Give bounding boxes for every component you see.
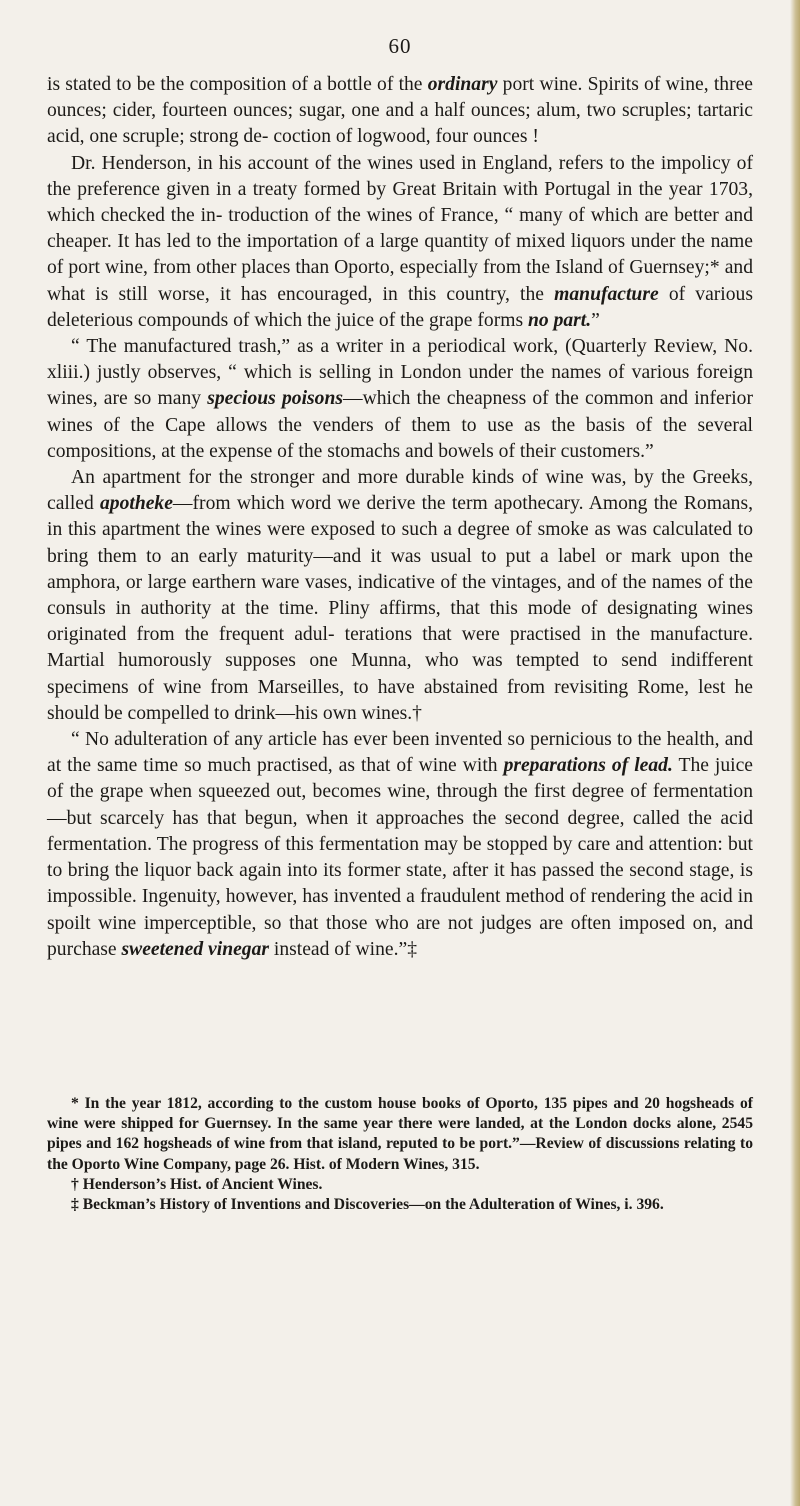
paragraph: [47, 72, 753, 151]
text-run: port wine. Spirits of wine, three ounces; cider, fourteen ounces; sugar, one and a half ounces; alum, two scruples; tartaric acid, one scruple; strong de- coction of logwood, four ounces !: [47, 74, 753, 148]
paragraph: [47, 727, 753, 963]
emphasis: sweetened vinegar: [121, 938, 270, 960]
emphasis: apotheke: [100, 493, 173, 515]
text-run: of various deleterious compounds of which the juice of the grape forms: [47, 283, 753, 331]
footnotes: [47, 1094, 753, 1215]
footnote: ‡ Beckman’s History of Inventions and Discoveries—on the Adulteration of Wines, i. 396.: [71, 1196, 664, 1214]
emphasis: preparations of lead.: [503, 755, 673, 777]
text-run: “ No adulteration of any article has ever been invented so pernicious to the health, and at the same time so much practised, as that of wine with: [47, 729, 753, 777]
page-edge-shadow: [790, 0, 800, 1506]
paragraph: [47, 334, 753, 465]
text-run: ”: [591, 309, 600, 331]
text-run: “ The manufactured trash,” as a writer in a periodical work, (Quarterly Review, No. xliii.) justly observes, “ which is selling in London under the names of various foreign wines, are so many: [47, 336, 753, 410]
text-run: The juice of the grape when squeezed out, becomes wine, through the first degree of fermentation—but scarcely has that begun, when it approaches the second degree, called the acid fermentation. The progress of this fermentation may be stopped by care and attention: but to bring the liquor back again into its former state, after it has passed the second stage, is impossible. Ingenuity, however, has invented a fraudulent method of rendering the acid in spoilt wine imperceptible, so that those who are not judges are often imposed on, and purchase: [47, 755, 754, 960]
text-run: —which the cheapness of the common and inferior wines of the Cape allows the venders of them to use as the basis of the several compositions, at the expense of the stomachs and bowels of their customers.”: [47, 388, 753, 462]
paragraph: [47, 465, 753, 727]
text-run: instead of wine.”‡: [269, 938, 418, 960]
footnote: † Henderson’s Hist. of Ancient Wines.: [71, 1175, 323, 1193]
page-number: 60: [388, 34, 412, 58]
text-run: is stated to be the composition of a bottle of the: [47, 74, 428, 95]
text-run: An apartment for the stronger and more durable kinds of wine was, by the Greeks, called: [47, 467, 753, 515]
emphasis: specious poisons: [207, 388, 343, 410]
paragraph: [47, 151, 753, 334]
text-run: Dr. Henderson, in his account of the wines used in England, refers to the impolicy of the preference given in a treaty formed by Great Britain with Portugal in the year 1703, which checked the in- troduction of the wines of France, “ many of which are better and cheaper. It has led to the importation of a large quantity of mixed liquors under the name of port wine, from other places than Oporto, especially from the Island of Guernsey;* and what is still worse, it has encouraged, in this country, the: [47, 152, 753, 305]
emphasis: manufacture: [554, 283, 659, 305]
emphasis: no part.: [528, 309, 592, 331]
emphasis: ordinary: [427, 74, 498, 95]
body-text: [47, 72, 753, 963]
footnote: * In the year 1812, according to the custom house books of Oporto, 135 pipes and 20 hogsheads of wine were shipped for Guernsey. In the same year there were landed, at the London docks alone, 2545 pipes and 162 hogsheads of wine from that island, reputed to be port.”—Review of discussions relating to the Oporto Wine Company, page 26. Hist. of Modern Wines, 315.: [47, 1095, 753, 1173]
text-run: —from which word we derive the term apothecary. Among the Romans, in this apartment the wines were exposed to such a degree of smoke as was calculated to bring them to an early maturity—and it was usual to put a label or mark upon the amphora, or large earthern ware vases, indicative of the vintages, and of the names of the consuls in authority at the time. Pliny affirms, that this mode of designating wines originated from the frequent adul- terations that were practised in the manufacture. Martial humorously supposes one Munna, who was tempted to send indifferent specimens of wine from Marseilles, to have abstained from revisiting Rome, lest he should be compelled to drink—his own wines.†: [47, 493, 753, 724]
